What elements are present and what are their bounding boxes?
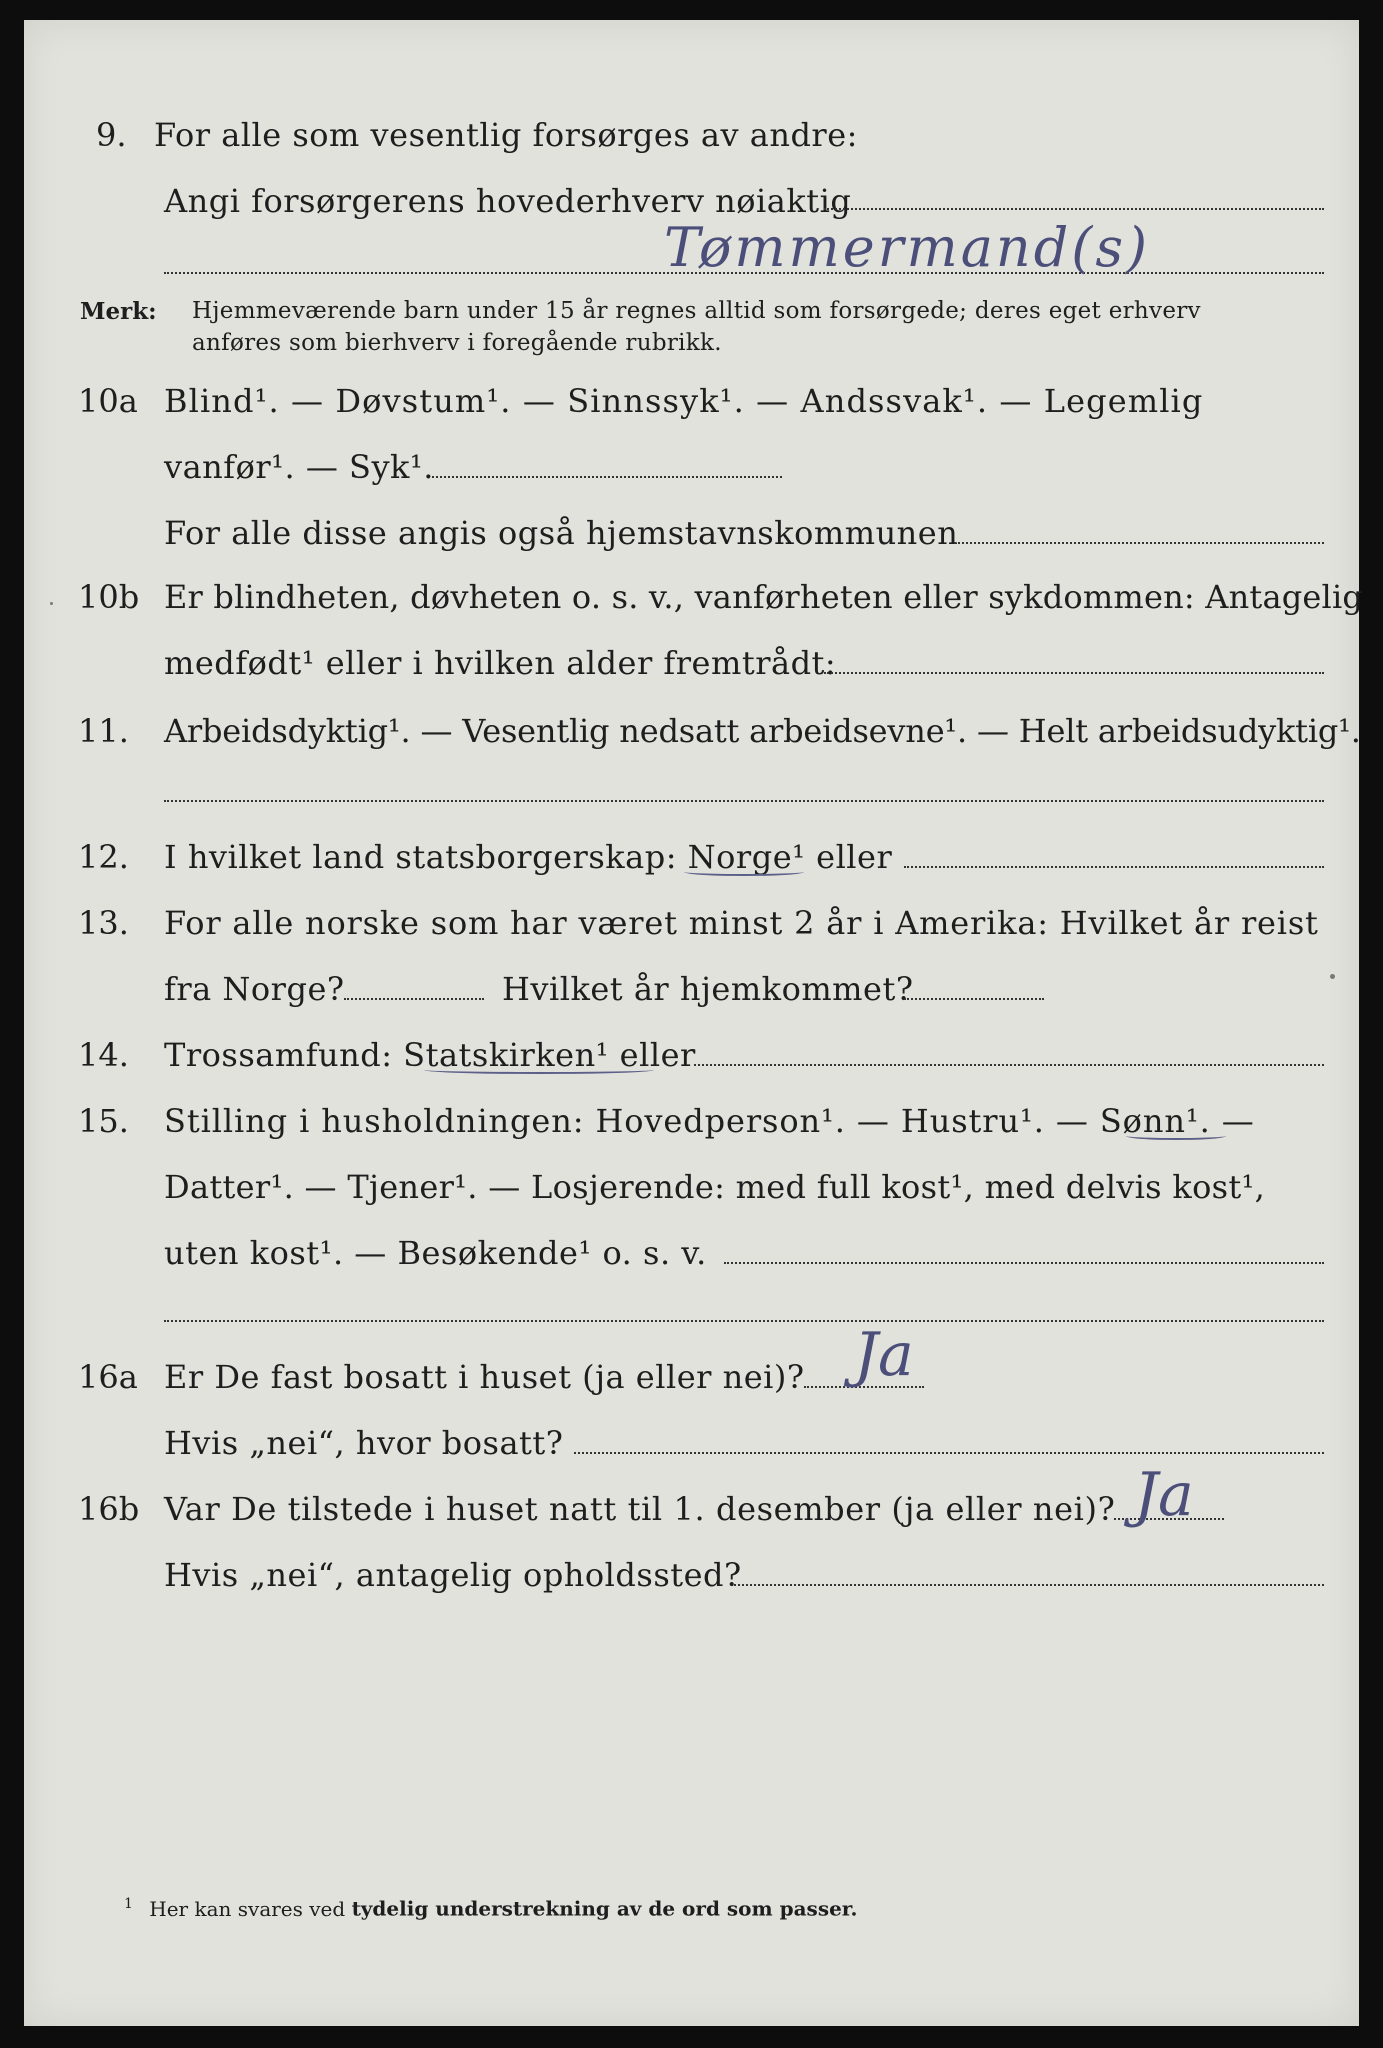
q12-line1: I hvilket land statsborgerskap: Norge¹ eller — [164, 838, 893, 876]
q12-answer-line — [904, 866, 1324, 868]
footnote — [124, 1896, 857, 1921]
q10a-hjemstavn-line — [954, 542, 1324, 544]
q16b-opholdssted-line — [734, 1584, 1324, 1586]
merk-line1: Hjemmeværende barn under 15 år regnes alltid som forsørgede; deres eget erhverv — [192, 298, 1201, 324]
q13-reist-line — [344, 998, 484, 1000]
q15-answer-line-1 — [724, 1262, 1324, 1264]
census-form-page — [24, 20, 1364, 2026]
q13-line2b: Hvilket år hjemkommet? — [502, 970, 914, 1008]
merk-line2: anføres som bierhverv i foregående rubrikk. — [192, 330, 722, 356]
q10a-line1: Blind¹. — Døvstum¹. — Sinnssyk¹. — Andssvak¹. — Legemlig — [164, 382, 1204, 420]
q13-number: 13. — [78, 904, 129, 942]
q10b-answer-line — [824, 672, 1324, 674]
q16b-line1: Var De tilstede i huset natt til 1. desember (ja eller nei)? — [164, 1490, 1116, 1528]
q16b-line2: Hvis „nei“, antagelig opholdssted? — [164, 1556, 742, 1594]
q15-line3: uten kost¹. — Besøkende¹ o. s. v. — [164, 1234, 707, 1272]
q11-line1: Arbeidsdyktig¹. — Vesentlig nedsatt arbeidsevne¹. — Helt arbeidsudyktig¹. — [164, 712, 1361, 750]
q13-line2a: fra Norge? — [164, 970, 345, 1008]
q10b-number: 10b — [78, 578, 140, 616]
q16a-line1: Er De fast bosatt i huset (ja eller nei)? — [164, 1358, 805, 1396]
q10a-number: 10a — [78, 382, 138, 420]
q15-number: 15. — [78, 1102, 129, 1140]
q9-handwritten-answer: Tømmermand(s) — [664, 216, 1151, 279]
q9-number: 9. — [96, 116, 127, 154]
q12-number: 12. — [78, 838, 129, 876]
q14-number: 14. — [78, 1036, 129, 1074]
q13-line1: For alle norske som har været minst 2 år i Amerika: Hvilket år reist — [164, 904, 1319, 942]
q15-line1: Stilling i husholdningen: Hovedperson¹. — Hustru¹. — Sønn¹. — — [164, 1102, 1255, 1140]
footnote-text-bold: tydelig understrekning av de ord som passer. — [351, 1896, 858, 1921]
q10a-syk-line — [432, 476, 782, 478]
q14-answer-line — [694, 1064, 1324, 1066]
q9-line1: For alle som vesentlig forsørges av andre: — [154, 116, 858, 154]
statskirken-underline — [424, 1066, 654, 1074]
paper-speck — [50, 602, 53, 605]
merk-label: Merk: — [80, 298, 157, 325]
q16b-handwritten-answer: Ja — [1134, 1460, 1194, 1530]
q16b-number: 16b — [78, 1490, 140, 1528]
paper-speck — [1330, 974, 1335, 979]
q9-line2: Angi forsørgerens hovederhverv nøiaktig — [164, 182, 852, 220]
q11-number: 11. — [78, 712, 129, 750]
q16a-bosatt-line — [574, 1452, 1324, 1454]
q13-hjemkommet-line — [904, 998, 1044, 1000]
q10a-line2: vanfør¹. — Syk¹. — [164, 448, 434, 486]
q14-line1: Trossamfund: Statskirken¹ eller — [164, 1036, 696, 1074]
q10b-line1: Er blindheten, døvheten o. s. v., vanførheten eller sykdommen: Antagelig — [164, 578, 1364, 616]
norge-underline — [684, 868, 804, 876]
q9-answer-line-1 — [824, 208, 1324, 210]
q10a-line3: For alle disse angis også hjemstavnskommunen — [164, 514, 959, 552]
q16a-line2: Hvis „nei“, hvor bosatt? — [164, 1424, 564, 1462]
sonn-underline — [1126, 1132, 1226, 1140]
footnote-mark: 1 — [124, 1896, 133, 1912]
q11-answer-line — [164, 800, 1324, 802]
q16a-number: 16a — [78, 1358, 138, 1396]
q15-answer-line-2 — [164, 1320, 1324, 1322]
footnote-text-plain: Her kan svares ved — [149, 1896, 346, 1921]
q15-line2: Datter¹. — Tjener¹. — Losjerende: med full kost¹, med delvis kost¹, — [164, 1168, 1266, 1206]
q10b-line2: medfødt¹ eller i hvilken alder fremtrådt: — [164, 644, 837, 682]
q16a-handwritten-answer: Ja — [854, 1320, 914, 1390]
